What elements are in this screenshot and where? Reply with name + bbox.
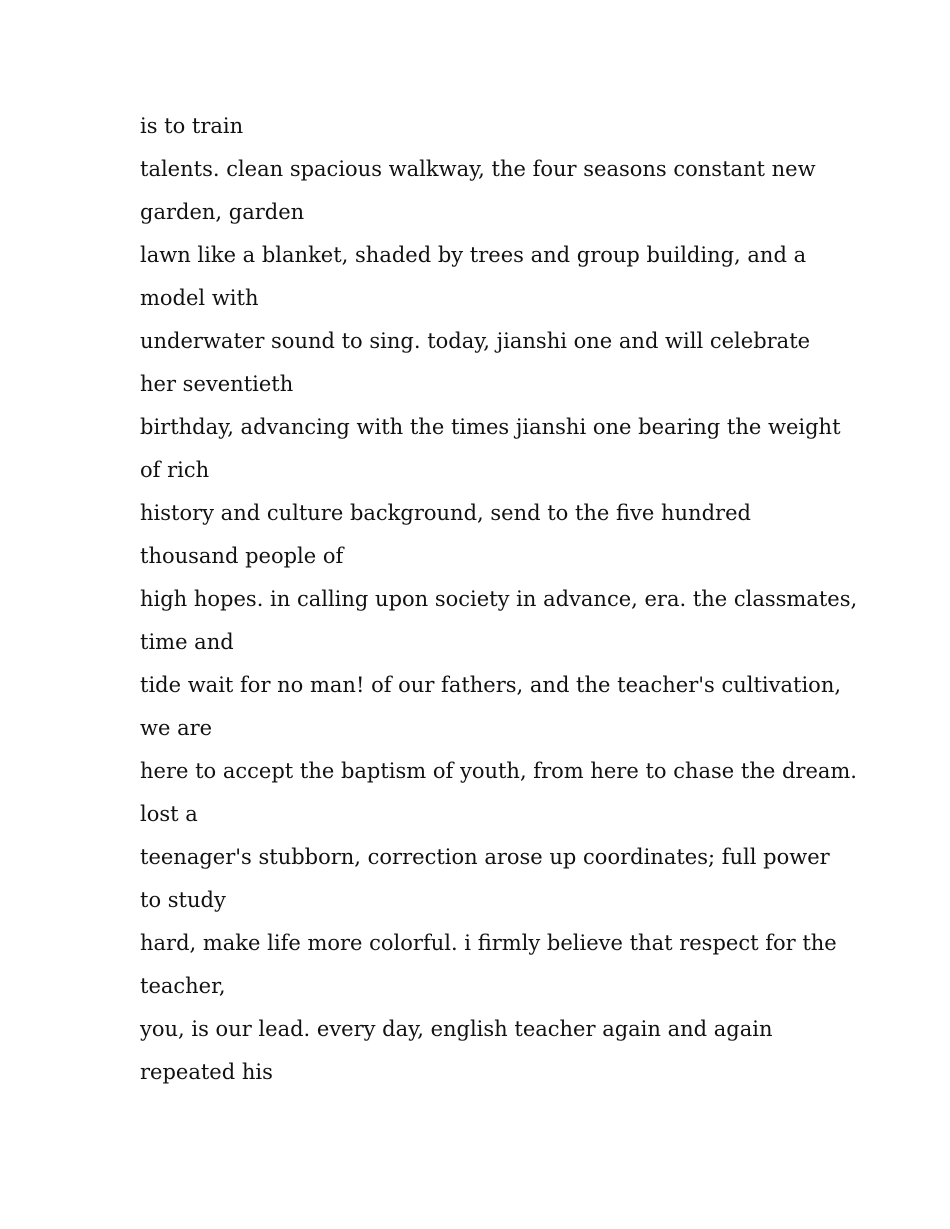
text-line: teenager's stubborn, correction arose up coordinates; full power	[140, 845, 830, 869]
document-body-text	[140, 105, 858, 1094]
text-line: lawn like a blanket, shaded by trees and group building, and a	[140, 243, 807, 267]
text-line: garden, garden	[140, 200, 305, 224]
text-line: tide wait for no man! of our fathers, and the teacher's cultivation,	[140, 673, 842, 697]
text-line: underwater sound to sing. today, jianshi one and will celebrate	[140, 329, 811, 353]
text-line: we are	[140, 716, 213, 740]
text-line: is to train	[140, 114, 244, 138]
text-line: hard, make life more colorful. i firmly believe that respect for the	[140, 931, 837, 955]
text-line: of rich	[140, 458, 210, 482]
text-line: history and culture background, send to the five hundred	[140, 501, 751, 525]
text-line: model with	[140, 286, 259, 310]
text-line: time and	[140, 630, 234, 654]
text-line: high hopes. in calling upon society in advance, era. the classmates,	[140, 587, 858, 611]
text-line: here to accept the baptism of youth, from here to chase the dream.	[140, 759, 857, 783]
text-line: teacher,	[140, 974, 226, 998]
text-line: her seventieth	[140, 372, 294, 396]
text-line: talents. clean spacious walkway, the four seasons constant new	[140, 157, 816, 181]
text-line: you, is our lead. every day, english teacher again and again	[140, 1017, 773, 1041]
text-line: lost a	[140, 802, 198, 826]
text-line: repeated his	[140, 1060, 273, 1084]
text-line: thousand people of	[140, 544, 344, 568]
text-line: birthday, advancing with the times jianshi one bearing the weight	[140, 415, 841, 439]
text-line: to study	[140, 888, 226, 912]
